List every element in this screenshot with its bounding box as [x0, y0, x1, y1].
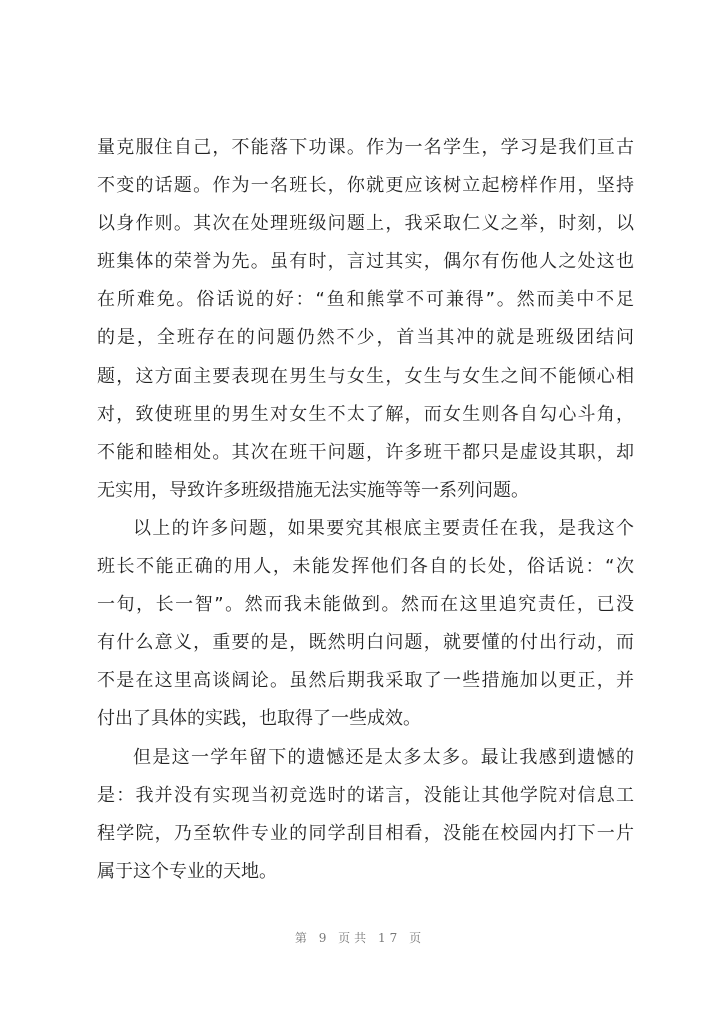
text-line: 属于这个专业的天地。 — [97, 860, 277, 882]
text-line: 付出了具体的实践，也取得了一些成效。 — [97, 708, 421, 730]
text-line: 一旬，长一智”。然而我未能做到。然而在这里追究责任，已没 — [97, 594, 634, 616]
text-line: 题，这方面主要表现在男生与女生，女生与女生之间不能倾心相 — [97, 365, 634, 387]
text-line: 以身作则。其次在处理班级问题上，我采取仁义之举，时刻，以 — [97, 213, 634, 235]
text-line: 量克服住自己，不能落下功课。作为一名学生，学习是我们亘古 — [97, 137, 634, 158]
text-line: 不能和睦相处。其次在班干问题，许多班干都只是虚设其职，却 — [97, 441, 634, 463]
text-line: 在所难免。俗话说的好：“鱼和熊掌不可兼得”。然而美中不足 — [97, 289, 634, 311]
text-line: 以上的许多问题，如果要究其根底主要责任在我，是我这个 — [133, 517, 634, 539]
text-line: 但是这一学年留下的遗憾还是太多太多。最让我感到遗憾的 — [133, 746, 634, 768]
text-line: 有什么意义，重要的是，既然明白问题，就要懂的付出行动，而 — [97, 632, 634, 654]
text-line: 班集体的荣誉为先。虽有时，言过其实，偶尔有伤他人之处这也 — [97, 251, 634, 273]
text-line: 不变的话题。作为一名班长，你就更应该树立起榜样作用，坚持 — [97, 175, 634, 197]
page-number-footer: 第 9 页共 17 页 — [294, 931, 426, 945]
paragraph — [97, 510, 634, 739]
text-line: 程学院，乃至软件专业的同学刮目相看，没能在校园内打下一片 — [97, 822, 634, 844]
text-line: 的是，全班存在的问题仍然不少，首当其冲的就是班级团结问 — [97, 327, 634, 349]
text-line: 对，致使班里的男生对女生不太了解，而女生则各自勾心斗角， — [97, 403, 634, 425]
paragraph — [97, 739, 634, 891]
text-line: 是：我并没有实现当初竞选时的诺言，没能让其他学院对信息工 — [97, 784, 634, 806]
text-line: 不是在这里高谈阔论。虽然后期我采取了一些措施加以更正，并 — [97, 670, 634, 692]
paragraph — [97, 129, 634, 510]
text-line: 无实用，导致许多班级措施无法实施等等一系列问题。 — [97, 479, 529, 501]
text-line: 班长不能正确的用人，未能发挥他们各自的长处，俗话说：“次 — [97, 556, 634, 578]
body-text — [97, 129, 634, 891]
